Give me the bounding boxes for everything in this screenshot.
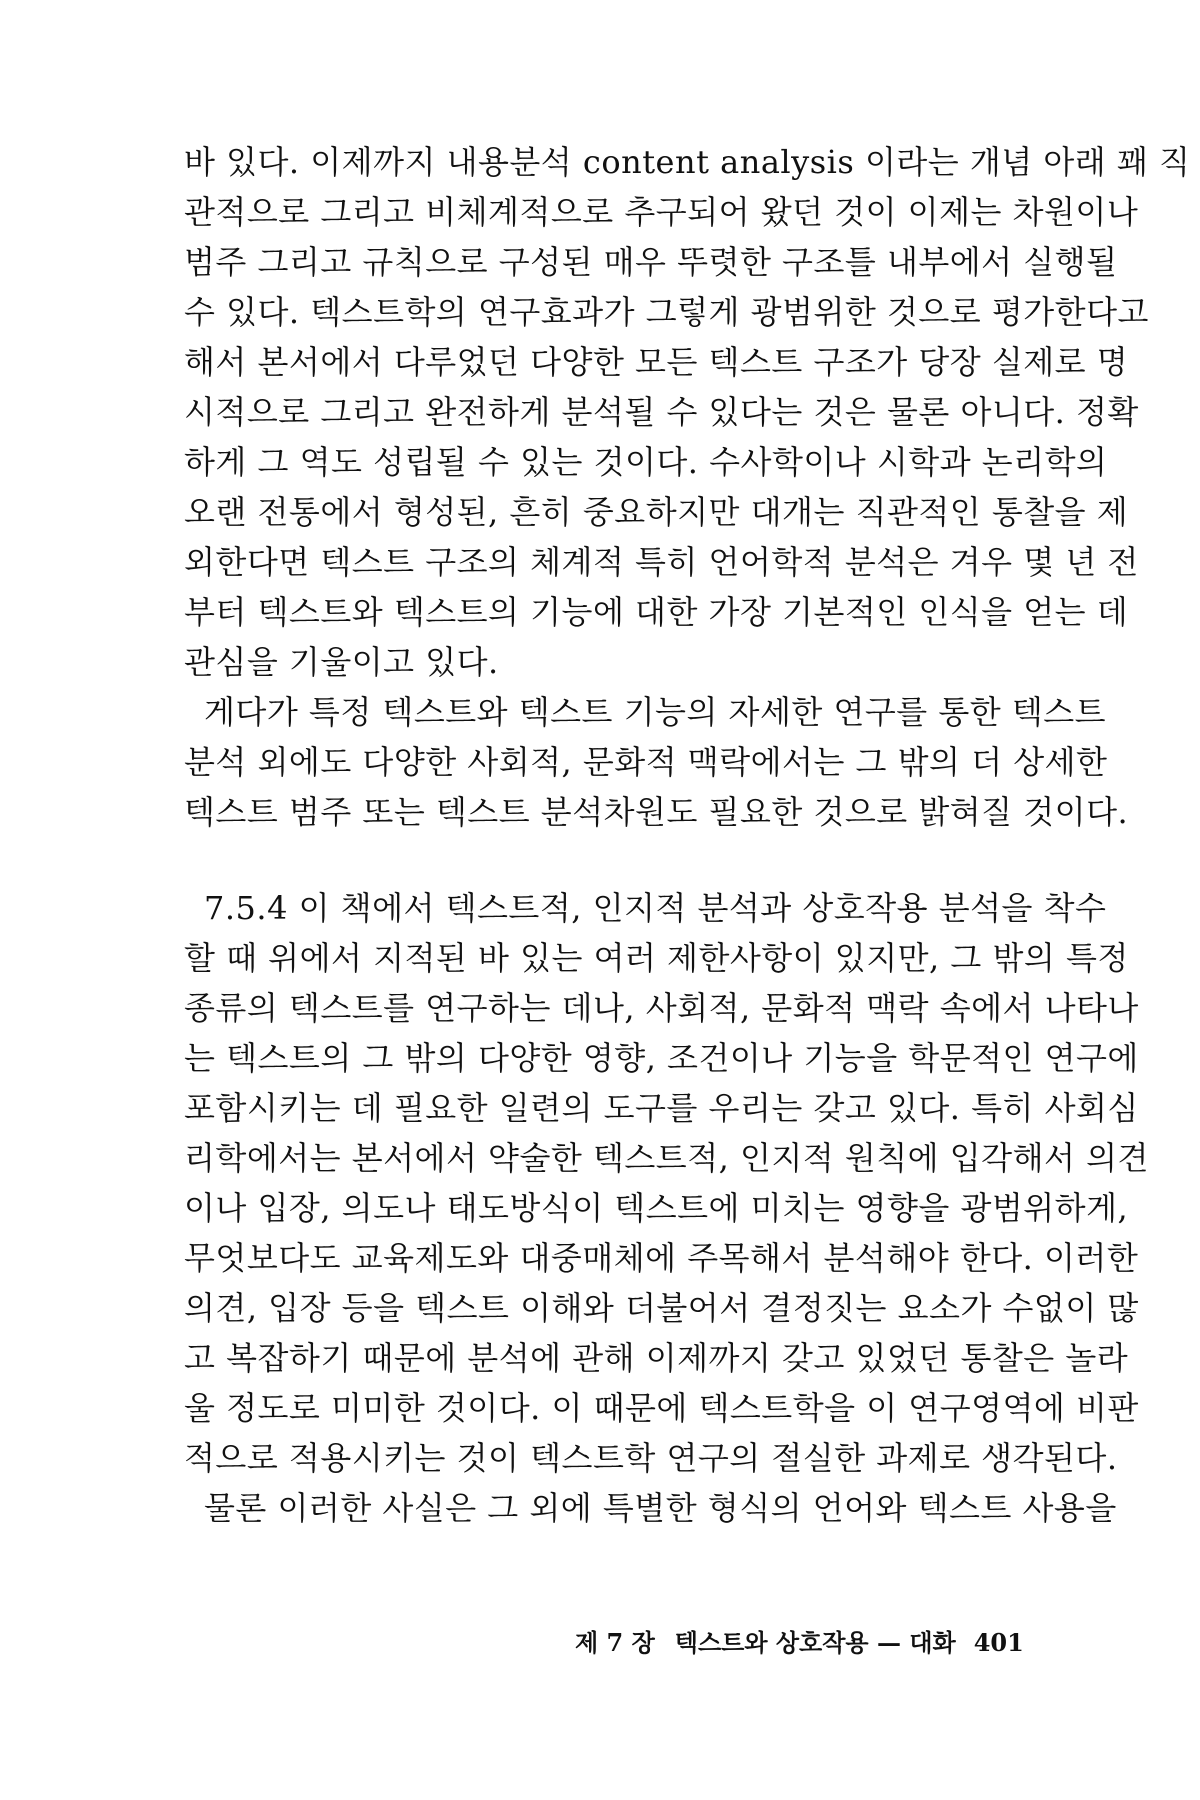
text-line: 는 텍스트의 그 밖의 다양한 영향, 조건이나 기능을 학문적인 연구에 — [184, 1039, 1139, 1077]
text-line: 의견, 입장 등을 텍스트 이해와 더불어서 결정짓는 요소가 수없이 많 — [184, 1289, 1139, 1327]
footer-title: 텍스트와 상호작용 — 대화 — [674, 1628, 956, 1657]
text-line: 오랜 전통에서 형성된, 흔히 중요하지만 대개는 직관적인 통찰을 제 — [184, 493, 1129, 531]
text-line: 관심을 기울이고 있다. — [184, 643, 499, 681]
text-line: 바 있다. 이제까지 내용분석 content analysis 이라는 개념 아래 꽤 직 — [184, 143, 1191, 181]
text-line: 물론 이러한 사실은 그 외에 특별한 형식의 언어와 텍스트 사용을 — [204, 1489, 1117, 1527]
text-line: 고 복잡하기 때문에 분석에 관해 이제까지 갖고 있었던 통찰은 놀라 — [184, 1339, 1129, 1377]
text-line: 리학에서는 본서에서 약술한 텍스트적, 인지적 원칙에 입각해서 의견 — [184, 1139, 1149, 1177]
text-line: 관적으로 그리고 비체계적으로 추구되어 왔던 것이 이제는 차원이나 — [184, 193, 1139, 231]
text-line: 포함시키는 데 필요한 일련의 도구를 우리는 갖고 있다. 특히 사회심 — [184, 1089, 1139, 1127]
text-line: 무엇보다도 교육제도와 대중매체에 주목해서 분석해야 한다. 이러한 — [184, 1239, 1139, 1277]
text-line: 하게 그 역도 성립될 수 있는 것이다. 수사학이나 시학과 논리학의 — [184, 443, 1108, 481]
text-line: 분석 외에도 다양한 사회적, 문화적 맥락에서는 그 밖의 더 상세한 — [184, 743, 1108, 781]
text-line: 텍스트 범주 또는 텍스트 분석차원도 필요한 것으로 밝혀질 것이다. — [184, 793, 1129, 831]
footer-chapter: 제 7 장 — [575, 1628, 655, 1657]
text-line: 울 정도로 미미한 것이다. 이 때문에 텍스트학을 이 연구영역에 비판 — [184, 1389, 1139, 1427]
text-line: 수 있다. 텍스트학의 연구효과가 그렇게 광범위한 것으로 평가한다고 — [184, 293, 1149, 331]
text-line: 부터 텍스트와 텍스트의 기능에 대한 가장 기본적인 인식을 얻는 데 — [184, 593, 1129, 631]
text-line: 시적으로 그리고 완전하게 분석될 수 있다는 것은 물론 아니다. 정확 — [184, 393, 1139, 431]
text-line: 7.5.4 이 책에서 텍스트적, 인지적 분석과 상호작용 분석을 착수 — [204, 889, 1107, 927]
text-line: 외한다면 텍스트 구조의 체계적 특히 언어학적 분석은 겨우 몇 년 전 — [184, 543, 1139, 581]
text-line: 게다가 특정 텍스트와 텍스트 기능의 자세한 연구를 통한 텍스트 — [204, 693, 1107, 731]
text-line: 할 때 위에서 지적된 바 있는 여러 제한사항이 있지만, 그 밖의 특정 — [184, 939, 1129, 977]
page-number: 401 — [973, 1628, 1024, 1657]
text-line: 종류의 텍스트를 연구하는 데나, 사회적, 문화적 맥락 속에서 나타나 — [184, 989, 1139, 1027]
text-line: 해서 본서에서 다루었던 다양한 모든 텍스트 구조가 당장 실제로 명 — [184, 343, 1129, 381]
text-line: 범주 그리고 규칙으로 구성된 매우 뚜렷한 구조틀 내부에서 실행될 — [184, 243, 1118, 281]
text-line: 적으로 적용시키는 것이 텍스트학 연구의 절실한 과제로 생각된다. — [184, 1439, 1118, 1477]
running-footer — [575, 1623, 1024, 1663]
text-line: 이나 입장, 의도나 태도방식이 텍스트에 미치는 영향을 광범위하게, — [184, 1189, 1129, 1227]
